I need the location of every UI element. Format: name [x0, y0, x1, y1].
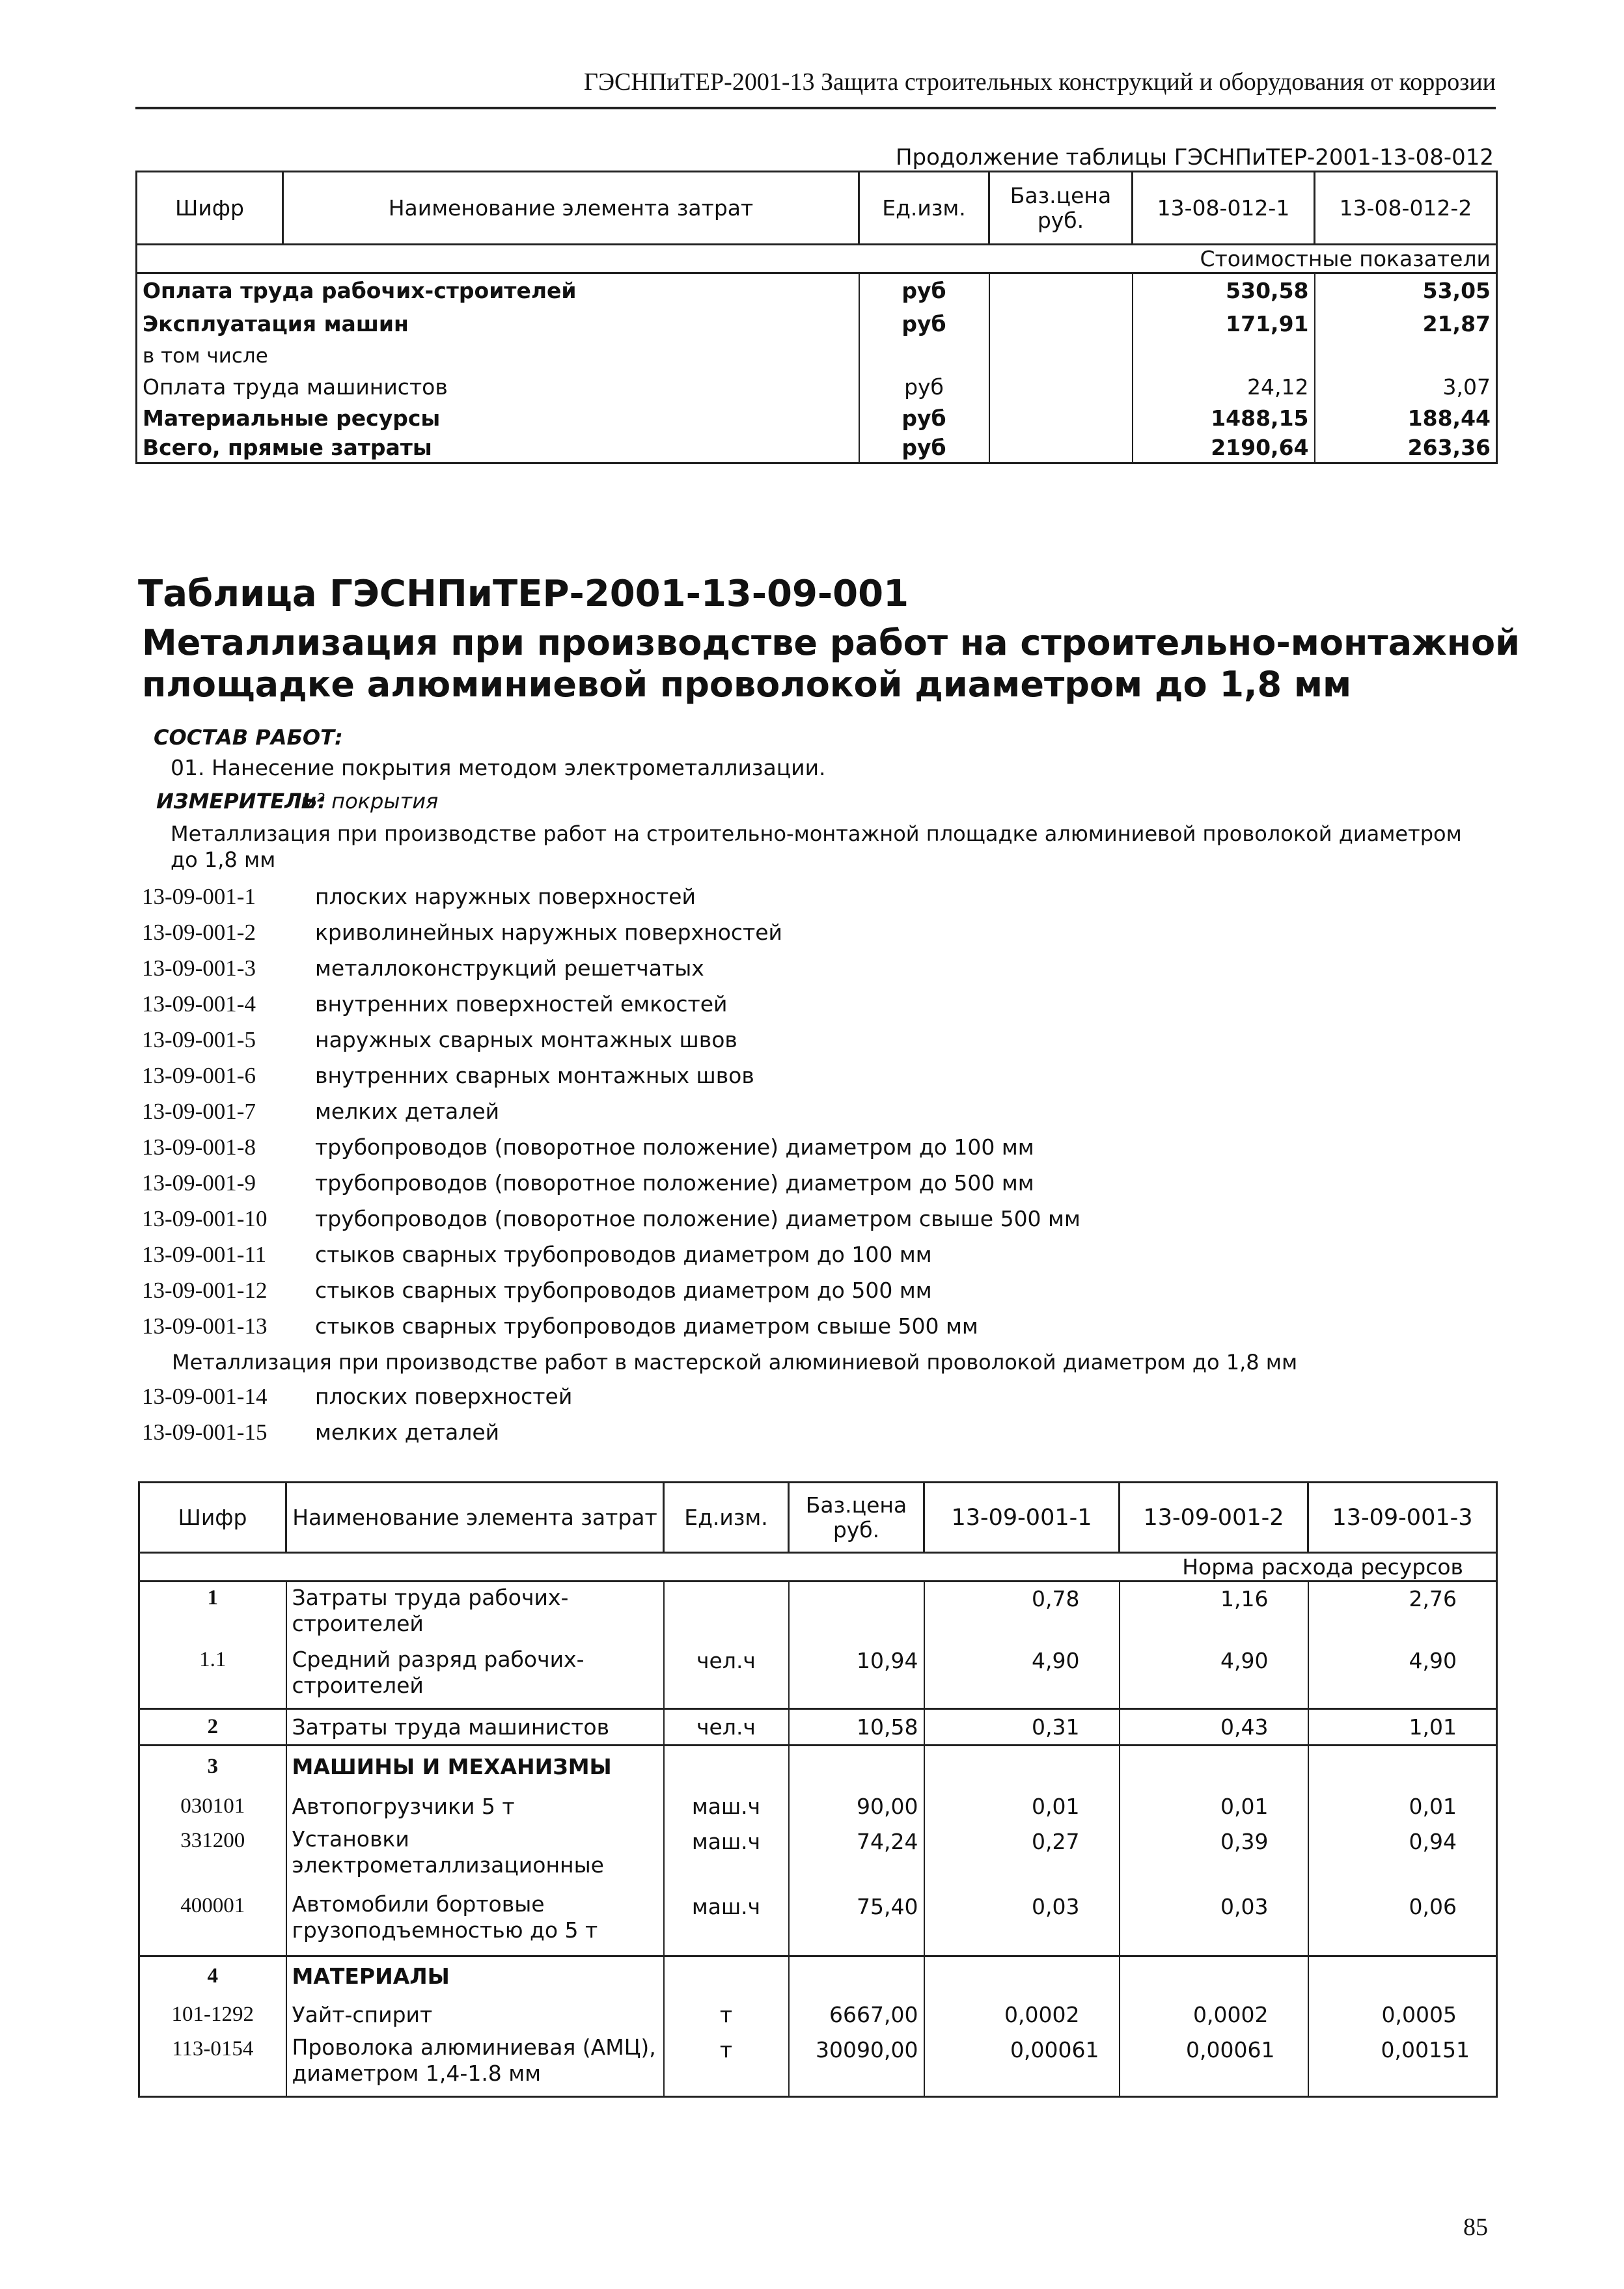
list-item: [142, 952, 1314, 987]
item-code: 13-09-001-12: [142, 1278, 268, 1303]
row-value: 0,00061: [1120, 2035, 1308, 2097]
row-value: 2190,64: [1133, 433, 1315, 463]
intro2: Металлизация при производстве работ в мастерской алюминиевой проволокой диаметром до 1,8 мм: [172, 1350, 1298, 1375]
item-name: трубопроводов (поворотное положение) диаметром свыше 500 мм: [315, 1206, 1080, 1231]
item-code: 13-09-001-7: [142, 1099, 256, 1124]
table-row: [139, 1956, 1497, 1995]
row-value: 0,03: [924, 1891, 1120, 1956]
item-code: 13-09-001-9: [142, 1170, 256, 1196]
list-item: [142, 1274, 1314, 1309]
row-value: [1315, 341, 1497, 371]
table1-caption: Продолжение таблицы ГЭСНПиТЕР-2001-13-08-012: [895, 144, 1494, 171]
item-name: металлоконструкций решетчатых: [315, 955, 704, 981]
row-unit: руб: [859, 307, 989, 341]
item-name: внутренних поверхностей емкостей: [315, 991, 728, 1017]
col-header: 13-08-012-1: [1133, 172, 1315, 245]
section-subtitle-line2: площадке алюминиевой проволокой диаметром до 1,8 мм: [142, 664, 1352, 705]
row-name-line: Установки: [292, 1826, 409, 1852]
row-value: 0,0005: [1381, 2002, 1457, 2027]
row-code: 3: [139, 1746, 286, 1787]
group-label: Стоимостные показатели: [137, 245, 1497, 273]
list-item: [142, 1202, 1314, 1237]
row-unit: [664, 1746, 789, 1787]
row-unit: [859, 341, 989, 371]
row-value: [1308, 1746, 1497, 1787]
row-price: [989, 433, 1133, 463]
row-name-line: Автомобили бортовые: [292, 1891, 545, 1917]
row-value: 4,90: [1409, 1647, 1457, 1673]
running-title: ГЭСНПиТЕР-2001-13 Защита строительных конструкций и оборудования от коррозии: [584, 68, 1496, 96]
row-value: 0,27: [924, 1826, 1120, 1891]
row-code: 1.1: [139, 1644, 286, 1709]
item-code: 13-09-001-14: [142, 1384, 268, 1409]
row-value: 0,39: [1120, 1826, 1308, 1891]
list-item: [142, 1166, 1314, 1201]
section-title: Таблица ГЭСНПиТЕР-2001-13-09-001: [138, 573, 909, 615]
row-code: 030101: [139, 1787, 286, 1826]
row-unit: руб: [859, 433, 989, 463]
item-code: 13-09-001-1: [142, 884, 256, 909]
item-name: внутренних сварных монтажных швов: [315, 1063, 754, 1088]
item-name: криволинейных наружных поверхностей: [315, 920, 783, 945]
row-value: 0,01: [924, 1787, 1120, 1826]
item-name: наружных сварных монтажных швов: [315, 1027, 737, 1052]
table-row: [137, 371, 1497, 404]
list-item: [142, 1309, 1314, 1345]
row-code: 400001: [139, 1891, 286, 1956]
row-price: 10,94: [789, 1644, 924, 1709]
row-value: 1,01: [1409, 1714, 1457, 1740]
row-value: 0,43: [1120, 1709, 1308, 1746]
table-row: [137, 273, 1497, 307]
row-unit: [664, 1582, 789, 1644]
row-value: 0,00151: [1381, 2036, 1470, 2063]
table-row: [137, 341, 1497, 371]
table-cost-indicators: [135, 171, 1498, 464]
row-value: [1120, 1956, 1308, 1995]
item-code: 13-09-001-4: [142, 991, 256, 1017]
table-row: [139, 1709, 1497, 1746]
row-unit: т: [664, 2035, 789, 2097]
list-item: [142, 1059, 1314, 1094]
row-value: 4,90: [1120, 1644, 1308, 1709]
row-value: 21,87: [1422, 311, 1491, 336]
col-header: Шифр: [139, 1483, 286, 1553]
row-value: 4,90: [924, 1644, 1120, 1709]
table-row: [139, 1787, 1497, 1826]
row-unit: маш.ч: [664, 1891, 789, 1956]
item-name: стыков сварных трубопроводов диаметром свыше 500 мм: [315, 1313, 978, 1339]
row-unit: чел.ч: [664, 1644, 789, 1709]
item-code: 13-09-001-11: [142, 1242, 267, 1267]
row-code: 2: [139, 1709, 286, 1746]
list-item: [142, 916, 1314, 951]
list-item: [142, 1380, 1314, 1415]
row-unit: руб: [859, 273, 989, 307]
list-item: [142, 1238, 1314, 1273]
col-header: Наименование элемента затрат: [286, 1483, 664, 1553]
row-unit: чел.ч: [664, 1709, 789, 1746]
item-code: 13-09-001-15: [142, 1419, 268, 1445]
row-name: [286, 2035, 664, 2097]
item-name: мелких деталей: [315, 1419, 500, 1445]
meter-heading: ИЗМЕРИТЕЛЬ:: [156, 789, 326, 814]
item-code: 13-09-001-6: [142, 1063, 256, 1088]
row-price: 6667,00: [789, 1995, 924, 2035]
row-value: 0,00061: [924, 2035, 1120, 2097]
row-name: МАТЕРИАЛЫ: [286, 1956, 664, 1995]
col-header: 13-08-012-2: [1315, 172, 1497, 245]
table-row: [137, 433, 1497, 463]
row-name-line: Затраты труда рабочих-: [292, 1585, 569, 1610]
row-value: 3,07: [1442, 374, 1491, 400]
row-value: 0,0002: [1120, 1995, 1308, 2035]
group-label: Норма расхода ресурсов: [139, 1553, 1497, 1582]
row-name-line: диаметром 1,4-1.8 мм: [292, 2060, 542, 2086]
list-item: [142, 1416, 1314, 1451]
intro-line1: Металлизация при производстве работ на строительно-монтажной площадке алюминиевой проволокой диаметром: [171, 821, 1462, 846]
table2-header-row: [139, 1483, 1497, 1553]
row-price: 90,00: [789, 1787, 924, 1826]
table-row: [139, 1582, 1497, 1644]
row-name: Уайт-спирит: [286, 1995, 664, 2035]
row-unit: маш.ч: [664, 1826, 789, 1891]
row-name: [286, 1826, 664, 1891]
page-number: 85: [1463, 2214, 1488, 2241]
row-name-line: электрометаллизационные: [292, 1852, 604, 1878]
table2-group-row: [139, 1553, 1497, 1582]
table-row: [139, 1644, 1497, 1709]
row-name-line: строителей: [292, 1672, 424, 1698]
row-unit: [664, 1956, 789, 1995]
work-item: 01. Нанесение покрытия методом электрометаллизации.: [171, 755, 826, 780]
list-item: [142, 1095, 1314, 1130]
row-name: [286, 1582, 664, 1644]
row-name: Автопогрузчики 5 т: [286, 1787, 664, 1826]
row-name: Материальные ресурсы: [137, 404, 859, 433]
item-name: плоских наружных поверхностей: [315, 884, 696, 909]
table1-header-row: [137, 172, 1497, 245]
row-name: Эксплуатация машин: [137, 307, 859, 341]
row-value: [1120, 1746, 1308, 1787]
intro-line2: до 1,8 мм: [171, 847, 276, 872]
row-name: [286, 1891, 664, 1956]
list-item: [142, 1023, 1314, 1058]
item-name: мелких деталей: [315, 1099, 500, 1124]
running-header: [135, 59, 1496, 109]
row-price: 30090,00: [789, 2035, 924, 2097]
item-name: стыков сварных трубопроводов диаметром до 500 мм: [315, 1278, 932, 1303]
item-code: 13-09-001-8: [142, 1134, 256, 1160]
row-code: 331200: [139, 1826, 286, 1891]
row-price: [789, 1746, 924, 1787]
item-name: трубопроводов (поворотное положение) диаметром до 500 мм: [315, 1170, 1034, 1196]
list-item: [142, 880, 1314, 915]
row-price: [989, 273, 1133, 307]
row-value: 24,12: [1133, 371, 1315, 404]
col-header: Наименование элемента затрат: [283, 172, 859, 245]
row-price: 10,58: [789, 1709, 924, 1746]
item-name: стыков сварных трубопроводов диаметром до 100 мм: [315, 1242, 932, 1267]
row-name: в том числе: [137, 341, 859, 371]
row-name-line: Средний разряд рабочих-: [292, 1646, 585, 1672]
row-name: Оплата труда машинистов: [137, 371, 859, 404]
row-code: 101-1292: [139, 1995, 286, 2035]
col-header: Ед.изм.: [664, 1483, 789, 1553]
row-price: [789, 1956, 924, 1995]
col-header: 13-09-001-2: [1120, 1483, 1308, 1553]
row-value: 0,01: [1120, 1787, 1308, 1826]
col-header: 13-09-001-3: [1308, 1483, 1497, 1553]
work-heading: СОСТАВ РАБОТ:: [154, 725, 343, 750]
row-price: [989, 341, 1133, 371]
row-unit: руб: [859, 404, 989, 433]
table-row: [139, 1746, 1497, 1787]
item-code: 13-09-001-5: [142, 1027, 256, 1052]
row-price: 75,40: [789, 1891, 924, 1956]
row-code: 113-0154: [139, 2035, 286, 2097]
meter-unit: м² покрытия: [301, 789, 439, 814]
row-value: 0,06: [1409, 1893, 1457, 1919]
table1-group-row: [137, 245, 1497, 273]
table-row: [137, 404, 1497, 433]
row-value: 0,01: [1409, 1794, 1457, 1819]
row-price: [989, 307, 1133, 341]
row-value: 1,16: [1120, 1582, 1308, 1644]
row-value: 1488,15: [1133, 404, 1315, 433]
col-header: Шифр: [137, 172, 283, 245]
col-header: Ед.изм.: [859, 172, 989, 245]
item-name: трубопроводов (поворотное положение) диаметром до 100 мм: [315, 1134, 1034, 1160]
table-row: [139, 1891, 1497, 1956]
row-value: [1133, 341, 1315, 371]
item-name: плоских поверхностей: [315, 1384, 573, 1409]
row-value: 0,03: [1120, 1891, 1308, 1956]
row-unit: т: [664, 1995, 789, 2035]
row-name-line: строителей: [292, 1611, 424, 1636]
table-row: [139, 1995, 1497, 2035]
row-value: 0,78: [924, 1582, 1120, 1644]
table-row: [139, 1826, 1497, 1891]
item-code: 13-09-001-2: [142, 920, 256, 945]
col-header: 13-09-001-1: [924, 1483, 1120, 1553]
row-value: 53,05: [1422, 277, 1491, 303]
table-row: [137, 307, 1497, 341]
row-value: 0,94: [1409, 1828, 1457, 1854]
row-value: [1308, 1956, 1497, 1995]
row-code: 4: [139, 1956, 286, 1995]
row-value: [924, 1956, 1120, 1995]
row-value: 188,44: [1407, 405, 1491, 431]
row-price: [989, 404, 1133, 433]
table-row: [139, 2035, 1497, 2097]
item-code: 13-09-001-10: [142, 1206, 268, 1231]
row-name: Оплата труда рабочих-строителей: [137, 273, 859, 307]
row-value: 530,58: [1133, 273, 1315, 307]
col-header: Баз.цена руб.: [989, 172, 1133, 245]
table-resource-norms: [138, 1481, 1498, 2098]
item-code: 13-09-001-3: [142, 955, 256, 981]
row-value: [924, 1746, 1120, 1787]
row-name: Затраты труда машинистов: [286, 1709, 664, 1746]
row-name-line: Проволока алюминиевая (АМЦ),: [292, 2034, 656, 2060]
list-item: [142, 987, 1314, 1022]
row-value: 0,0002: [924, 1995, 1120, 2035]
row-name: [286, 1644, 664, 1709]
row-unit: руб: [859, 371, 989, 404]
row-value: 2,76: [1409, 1586, 1457, 1611]
row-name-line: грузоподъемностью до 5 т: [292, 1917, 598, 1943]
section-subtitle-line1: Металлизация при производстве работ на строительно-монтажной: [142, 622, 1520, 663]
row-price: 74,24: [789, 1826, 924, 1891]
row-unit: маш.ч: [664, 1787, 789, 1826]
list-item: [142, 1131, 1314, 1166]
row-value: 171,91: [1133, 307, 1315, 341]
row-name: МАШИНЫ И МЕХАНИЗМЫ: [286, 1746, 664, 1787]
row-price: [989, 371, 1133, 404]
row-name: Всего, прямые затраты: [137, 433, 859, 463]
row-code: 1: [139, 1582, 286, 1644]
col-header: Баз.цена руб.: [789, 1483, 924, 1553]
item-code: 13-09-001-13: [142, 1313, 268, 1339]
row-price: [789, 1582, 924, 1644]
row-value: 0,31: [924, 1709, 1120, 1746]
row-value: 263,36: [1407, 435, 1491, 461]
